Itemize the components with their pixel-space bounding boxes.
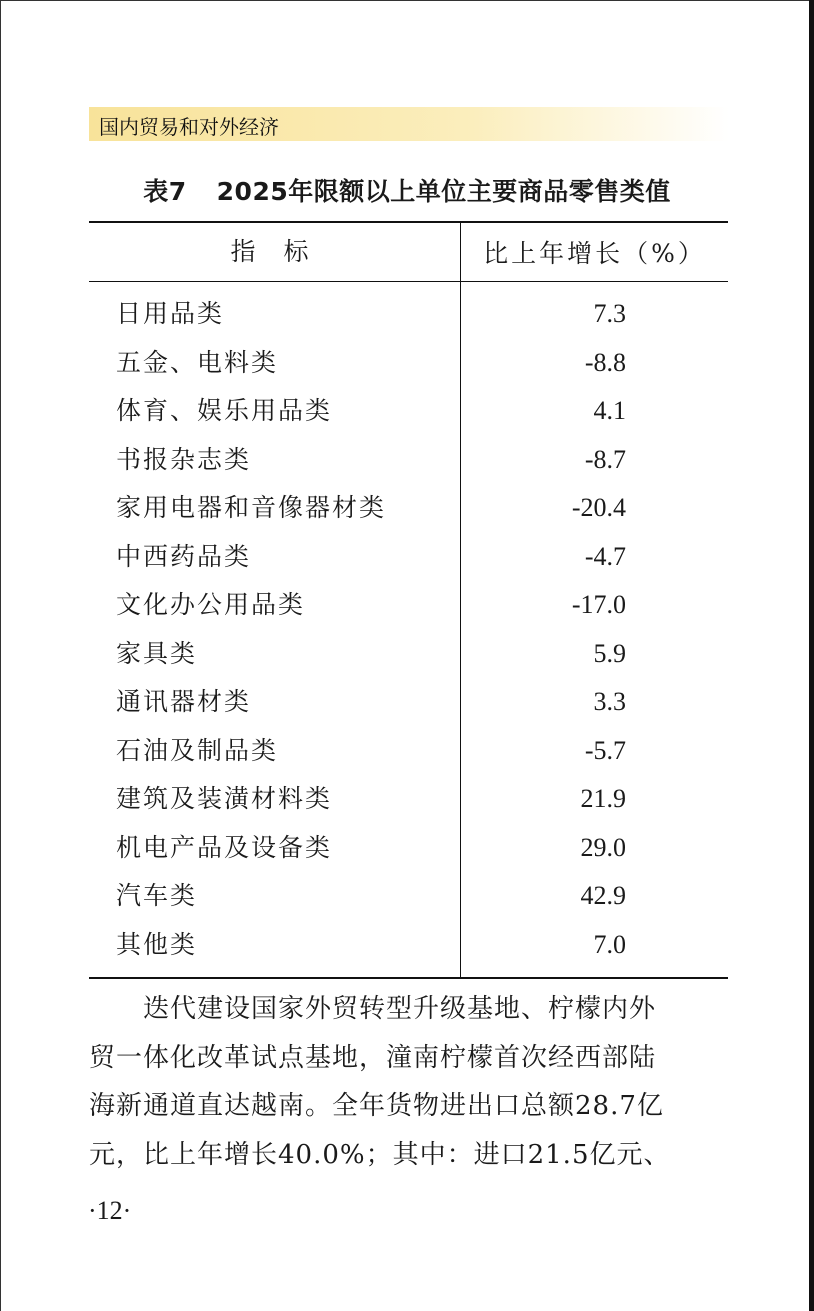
row-name: 书报杂志类 <box>116 444 252 474</box>
row-name: 日用品类 <box>116 299 225 328</box>
row-value: 7.0 <box>593 929 626 959</box>
paragraph-line: 贸一体化改革试点基地，潼南柠檬首次经西部陆 <box>89 1042 657 1073</box>
row-name: 中西药品类 <box>116 541 252 571</box>
row-value: 7.3 <box>593 299 626 328</box>
row-name: 通讯器材类 <box>116 687 252 716</box>
row-name: 家具类 <box>116 638 198 668</box>
paragraph-line-text: 迭代建设国家外贸转型升级基地、柠檬内外 <box>143 994 657 1024</box>
row-value: -5.7 <box>584 735 626 765</box>
row-name: 汽车类 <box>116 881 198 910</box>
section-banner <box>89 107 729 141</box>
paragraph-line <box>89 985 729 1034</box>
body-paragraph <box>89 985 729 1179</box>
row-value: -20.4 <box>571 493 626 522</box>
row-name: 五金、电料类 <box>116 347 279 377</box>
row-name: 石油及制品类 <box>116 735 279 765</box>
page-number: ·12· <box>88 1196 132 1225</box>
row-value: -17.0 <box>571 590 626 619</box>
table-header <box>89 223 728 282</box>
paragraph-line: 海新通道直达越南。全年货物进出口总额28.7亿 <box>89 1091 664 1121</box>
row-name: 建筑及装潢材料类 <box>116 784 333 813</box>
row-value: -4.7 <box>584 541 626 571</box>
table-title <box>0 172 814 208</box>
header-indicator: 指 标 <box>89 223 461 281</box>
row-value: 4.1 <box>593 396 626 425</box>
row-name: 机电产品及设备类 <box>116 832 333 862</box>
row-name: 家用电器和音像器材类 <box>116 493 387 522</box>
section-label: 国内贸易和对外经济 <box>99 115 279 139</box>
row-name: 文化办公用品类 <box>116 590 306 619</box>
row-value: 42.9 <box>580 881 626 910</box>
table-body <box>89 282 728 977</box>
growth-column <box>461 282 728 977</box>
retail-table <box>89 221 728 979</box>
row-value: 29.0 <box>580 832 626 862</box>
row-name: 其他类 <box>116 929 198 959</box>
paragraph-line: 元，比上年增长40.0%；其中：进口21.5亿元、 <box>89 1139 671 1170</box>
table-number: 表7 <box>143 177 187 206</box>
header-growth: 比上年增长（%） <box>483 239 706 268</box>
row-value: 5.9 <box>593 638 626 668</box>
row-value: -8.8 <box>584 347 626 377</box>
indicator-column <box>89 282 461 977</box>
row-value: -8.7 <box>584 444 626 474</box>
table-title-text: 2025年限额以上单位主要商品零售类值 <box>216 177 671 206</box>
row-name: 体育、娱乐用品类 <box>116 396 333 425</box>
row-value: 3.3 <box>593 687 626 716</box>
row-value: 21.9 <box>580 784 626 813</box>
